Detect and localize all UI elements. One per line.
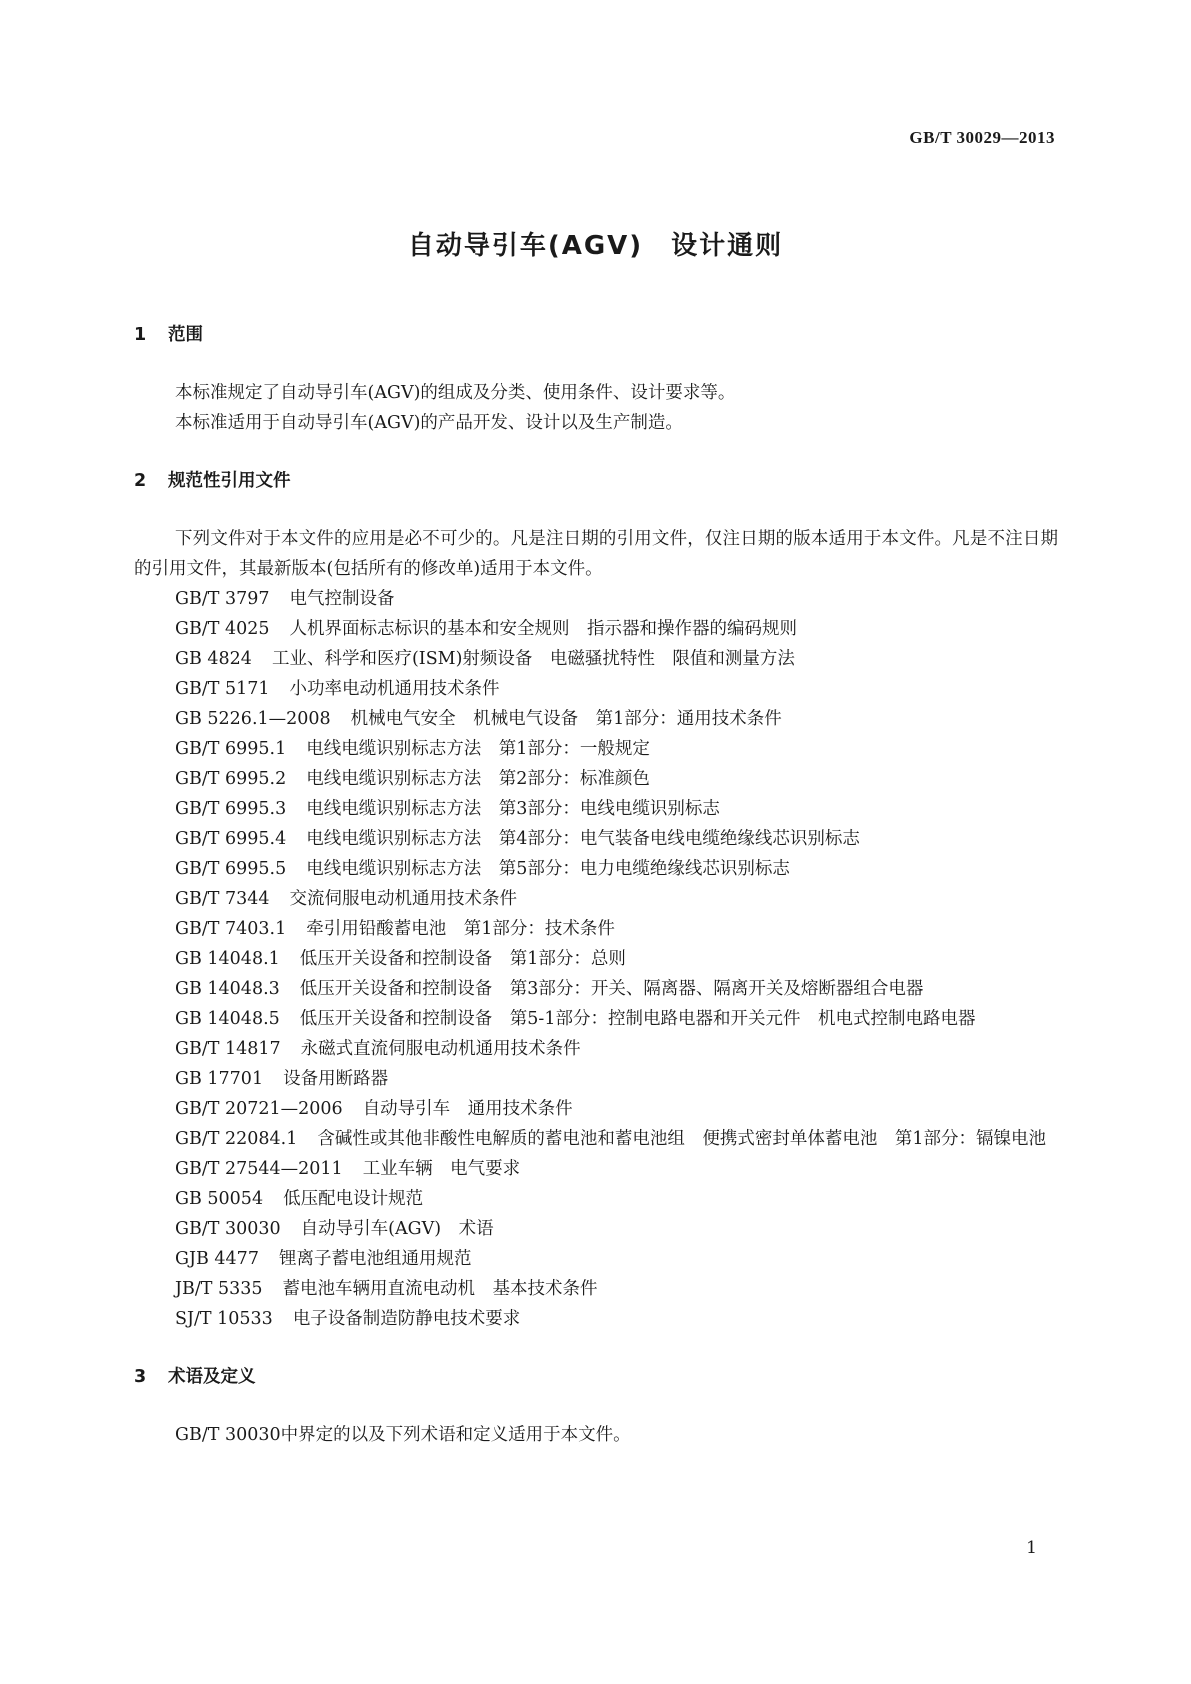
reference-item: [134, 1034, 1058, 1064]
reference-item: [134, 824, 1058, 854]
reference-code: GB/T 30030: [175, 1219, 281, 1239]
reference-title: 机械电气安全 机械电气设备 第1部分：通用技术条件: [350, 709, 782, 729]
paragraph: 本标准规定了自动导引车(AGV)的组成及分类、使用条件、设计要求等。: [175, 383, 736, 403]
section-number: 1: [134, 325, 147, 345]
reference-item: [134, 614, 1058, 644]
section-number: 3: [134, 1367, 147, 1387]
reference-title: 低压开关设备和控制设备 第3部分：开关、隔离器、隔离开关及熔断器组合电器: [299, 979, 924, 999]
reference-title: 锂离子蓄电池组通用规范: [278, 1249, 472, 1269]
reference-title: 低压开关设备和控制设备 第1部分：总则: [299, 949, 626, 969]
reference-item: [134, 884, 1058, 914]
section-heading-scope: [134, 322, 1058, 348]
reference-code: GB/T 4025: [175, 619, 270, 639]
reference-code: GB 14048.1: [175, 949, 280, 969]
reference-title: 永磁式直流伺服电动机通用技术条件: [300, 1039, 581, 1059]
reference-code: GB/T 6995.5: [175, 859, 287, 879]
reference-item: [134, 1214, 1058, 1244]
reference-title: 工业车辆 电气要求: [362, 1159, 521, 1179]
reference-item: [134, 1244, 1058, 1274]
reference-code: GB/T 22084.1: [175, 1129, 298, 1149]
document-title: 自动导引车(AGV) 设计通则: [407, 231, 784, 261]
reference-title: 电线电缆识别标志方法 第2部分：标准颜色: [306, 769, 650, 789]
reference-title: 人机界面标志标识的基本和安全规则 指示器和操作器的编码规则: [289, 619, 798, 639]
reference-code: JB/T 5335: [175, 1279, 263, 1299]
reference-title: 电线电缆识别标志方法 第1部分：一般规定: [306, 739, 650, 759]
reference-title: 工业、科学和医疗(ISM)射频设备 电磁骚扰特性 限值和测量方法: [271, 649, 795, 669]
paragraph: 本标准适用于自动导引车(AGV)的产品开发、设计以及生产制造。: [175, 413, 683, 433]
reference-code: GJB 4477: [175, 1249, 259, 1269]
reference-code: GB 5226.1—2008: [175, 709, 331, 729]
section-number: 2: [134, 471, 147, 491]
reference-title: 电线电缆识别标志方法 第5部分：电力电缆绝缘线芯识别标志: [306, 859, 790, 879]
reference-item: [134, 704, 1058, 734]
reference-code: GB/T 14817: [175, 1039, 281, 1059]
reference-title: 含碱性或其他非酸性电解质的蓄电池和蓄电池组 便携式密封单体蓄电池 第1部分：镉镍电池: [317, 1129, 1046, 1149]
reference-code: GB 17701: [175, 1069, 264, 1089]
reference-title: 低压配电设计规范: [283, 1189, 424, 1209]
section-title: 规范性引用文件: [168, 471, 291, 491]
reference-item: [134, 1154, 1058, 1184]
reference-item: [134, 854, 1058, 884]
section-title: 范围: [168, 325, 203, 345]
reference-code: GB/T 6995.2: [175, 769, 287, 789]
reference-item: [134, 764, 1058, 794]
reference-title: 自动导引车 通用技术条件: [362, 1099, 573, 1119]
reference-title: 电子设备制造防静电技术要求: [292, 1309, 521, 1329]
standard-code: GB/T 30029—2013: [909, 128, 1055, 147]
reference-title: 设备用断路器: [283, 1069, 389, 1089]
reference-item: [134, 1304, 1058, 1334]
reference-title: 小功率电动机通用技术条件: [289, 679, 500, 699]
reference-code: GB/T 6995.1: [175, 739, 287, 759]
reference-item: [134, 1274, 1058, 1304]
reference-code: GB/T 20721—2006: [175, 1099, 343, 1119]
reference-item: [134, 794, 1058, 824]
section-heading-terms-definitions: [134, 1364, 1058, 1390]
reference-code: GB/T 7344: [175, 889, 270, 909]
reference-code: GB 14048.5: [175, 1009, 280, 1029]
reference-item: [134, 674, 1058, 704]
reference-code: GB/T 6995.4: [175, 829, 287, 849]
reference-code: GB/T 5171: [175, 679, 270, 699]
paragraph: GB/T 30030中界定的以及下列术语和定义适用于本文件。: [175, 1425, 631, 1445]
reference-list: [134, 584, 1058, 1334]
reference-code: GB/T 7403.1: [175, 919, 287, 939]
reference-title: 电气控制设备: [289, 589, 395, 609]
reference-item: [134, 584, 1058, 614]
reference-item: [134, 1124, 1058, 1154]
reference-code: GB 4824: [175, 649, 252, 669]
reference-item: [134, 914, 1058, 944]
reference-code: SJ/T 10533: [175, 1309, 273, 1329]
reference-item: [134, 944, 1058, 974]
reference-code: GB/T 27544—2011: [175, 1159, 343, 1179]
section-title: 术语及定义: [168, 1367, 256, 1387]
page-number: 1: [1026, 1538, 1037, 1558]
reference-code: GB/T 3797: [175, 589, 270, 609]
section-heading-normative-references: [134, 468, 1058, 494]
references-intro: 下列文件对于本文件的应用是必不可少的。凡是注日期的引用文件，仅注日期的版本适用于本文件。凡是不注日期的引用文件，其最新版本(包括所有的修改单)适用于本文件。: [134, 529, 1058, 579]
reference-item: [134, 1064, 1058, 1094]
reference-title: 自动导引车(AGV) 术语: [300, 1219, 494, 1239]
reference-code: GB/T 6995.3: [175, 799, 287, 819]
reference-title: 低压开关设备和控制设备 第5-1部分：控制电路电器和开关元件 机电式控制电路电器: [299, 1009, 976, 1029]
reference-title: 电线电缆识别标志方法 第4部分：电气装备电线电缆绝缘线芯识别标志: [306, 829, 860, 849]
reference-title: 牵引用铅酸蓄电池 第1部分：技术条件: [306, 919, 615, 939]
document-body: [134, 322, 1058, 1450]
reference-item: [134, 1094, 1058, 1124]
reference-title: 电线电缆识别标志方法 第3部分：电线电缆识别标志: [306, 799, 720, 819]
reference-title: 交流伺服电动机通用技术条件: [289, 889, 518, 909]
reference-item: [134, 1184, 1058, 1214]
reference-item: [134, 734, 1058, 764]
reference-item: [134, 1004, 1058, 1034]
reference-item: [134, 974, 1058, 1004]
reference-item: [134, 644, 1058, 674]
reference-code: GB 50054: [175, 1189, 264, 1209]
reference-code: GB 14048.3: [175, 979, 280, 999]
reference-title: 蓄电池车辆用直流电动机 基本技术条件: [282, 1279, 598, 1299]
